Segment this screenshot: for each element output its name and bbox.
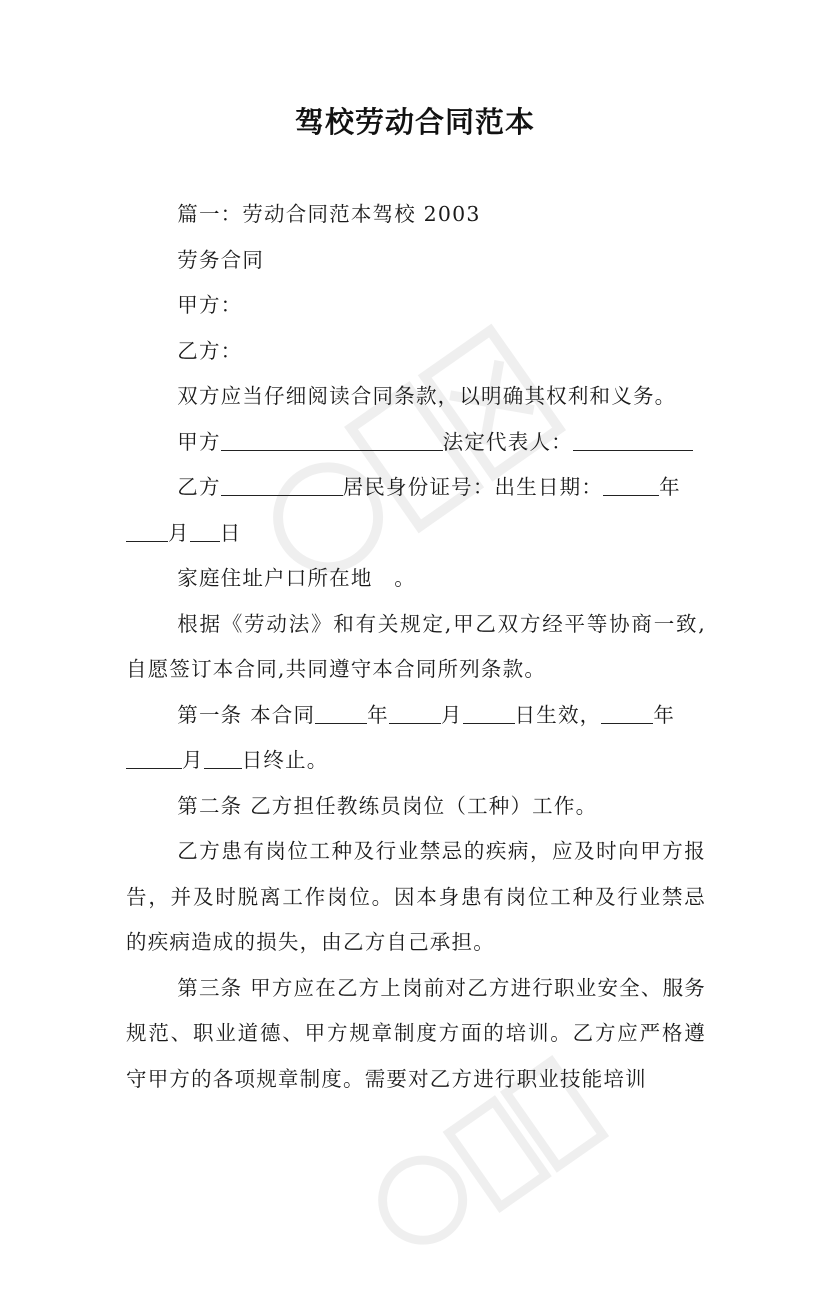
year-char: 年 xyxy=(653,702,676,727)
article-1-label: 第一条 本合同 xyxy=(177,702,316,727)
legal-rep-label: 法定代表人： xyxy=(442,429,573,454)
address-line: 家庭住址户口所在地 。 xyxy=(177,566,416,590)
article-1-continuation xyxy=(126,738,706,784)
year-char: 年 xyxy=(367,702,389,727)
read-notice: 双方应当仔细阅读合同条款，以明确其权利和义务。 xyxy=(177,384,677,408)
document-body xyxy=(126,192,706,1102)
party-a-line-label: 甲方 xyxy=(177,429,221,454)
party-a-fill-line xyxy=(126,420,706,466)
blank-line xyxy=(315,702,367,724)
health-paragraph: 乙方患有岗位工种及行业禁忌的疾病，应及时向甲方报告，并及时脱离工作岗位。因本身患有岗位工种及行业禁忌的疾病造成的损失，由乙方自己承担。 xyxy=(126,839,706,954)
blank-line xyxy=(573,429,693,451)
contract-type: 劳务合同 xyxy=(177,247,265,272)
id-birth-label: 居民身份证号：出生日期： xyxy=(342,475,604,499)
blank-line xyxy=(126,520,168,542)
month-char: 月 xyxy=(182,748,204,772)
month-char: 月 xyxy=(440,702,463,727)
month-char: 月 xyxy=(168,520,190,545)
year-char: 年 xyxy=(659,475,681,499)
blank-line xyxy=(126,748,182,770)
basis-paragraph: 根据《劳动法》和有关规定,甲乙双方经平等协商一致,自愿签订本合同,共同遵守本合同所列条款。 xyxy=(126,611,706,681)
blank-line xyxy=(601,702,653,724)
blank-line xyxy=(221,475,343,497)
day-char: 日 xyxy=(219,520,242,545)
article-3: 第三条 甲方应在乙方上岗前对乙方进行职业安全、服务规范、职业道德、甲方规章制度方面的培训。乙方应严格遵守甲方的各项规章制度。需要对乙方进行职业技能培训 xyxy=(126,975,706,1091)
article-2: 第二条 乙方担任教练员岗位（工种）工作。 xyxy=(177,793,598,818)
party-b-label: 乙方： xyxy=(177,338,243,363)
blank-line xyxy=(204,748,242,770)
article-1-effective: 日生效， xyxy=(514,702,602,727)
blank-line xyxy=(603,475,659,497)
blank-line xyxy=(389,702,441,724)
article-1 xyxy=(126,693,706,739)
page-title: 驾校劳动合同范本 xyxy=(294,105,535,139)
birth-date-continuation xyxy=(126,511,706,557)
blank-line xyxy=(221,429,443,451)
party-b-fill-line xyxy=(126,465,706,511)
article-1-end: 日终止。 xyxy=(241,748,329,772)
party-b-line-label: 乙方 xyxy=(177,475,221,499)
blank-line xyxy=(463,702,515,724)
party-a-label: 甲方： xyxy=(177,293,243,317)
blank-line xyxy=(190,520,220,542)
section-heading: 篇一：劳动合同范本驾校 2003 xyxy=(177,202,481,226)
